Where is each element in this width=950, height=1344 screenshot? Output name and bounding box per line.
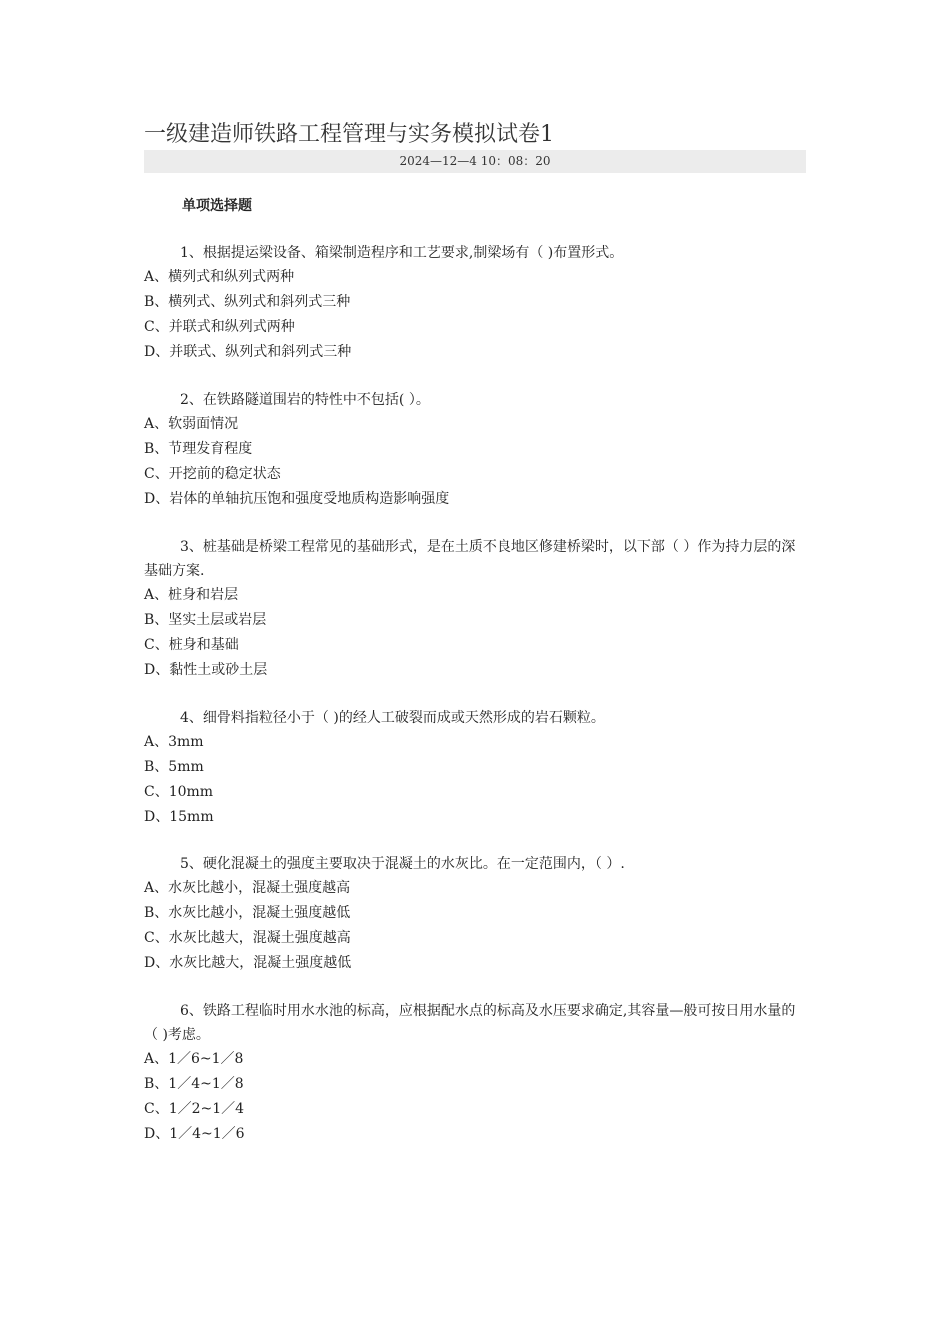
question-6 — [144, 999, 806, 1147]
timestamp: 2024—12—4 10：08：20 — [399, 154, 551, 168]
question-text: 5、硬化混凝土的强度主要取决于混凝土的水灰比。在一定范围内，（ ）. — [180, 856, 625, 872]
option-d: D、黏性土或砂土层 — [144, 662, 268, 678]
option-a: A、3mm — [144, 734, 204, 750]
question-4 — [144, 706, 806, 830]
option-a: A、桩身和岩层 — [144, 587, 239, 603]
section-title: 单项选择题 — [182, 198, 252, 214]
option-b: B、横列式、纵列式和斜列式三种 — [144, 294, 351, 310]
question-3 — [144, 535, 806, 683]
question-2 — [144, 388, 806, 512]
option-b: B、水灰比越小，混凝土强度越低 — [144, 905, 351, 921]
option-d: D、15mm — [144, 809, 214, 825]
option-c: C、并联式和纵列式两种 — [144, 319, 295, 335]
option-c: C、水灰比越大，混凝土强度越高 — [144, 930, 351, 946]
option-a: A、1／6~1／8 — [144, 1051, 244, 1067]
option-d: D、1／4~1／6 — [144, 1126, 245, 1142]
option-a: A、横列式和纵列式两种 — [144, 269, 295, 285]
question-text: 3、桩基础是桥梁工程常见的基础形式，是在土质不良地区修建桥梁时，以下部（ ）作为持力层的深基础方案. — [144, 539, 796, 579]
option-c: C、桩身和基础 — [144, 637, 239, 653]
option-c: C、10mm — [144, 784, 214, 800]
option-b: B、1／4~1／8 — [144, 1076, 244, 1092]
question-text: 1、根据提运梁设备、箱梁制造程序和工艺要求,制梁场有（ )布置形式。 — [180, 245, 624, 261]
option-c: C、开挖前的稳定状态 — [144, 466, 281, 482]
question-text: 4、细骨料指粒径小于（ )的经人工破裂而成或天然形成的岩石颗粒。 — [180, 710, 605, 726]
option-b: B、5mm — [144, 759, 204, 775]
question-1 — [144, 241, 806, 365]
option-a: A、软弱面情况 — [144, 416, 239, 432]
date-bar — [144, 150, 806, 173]
option-d: D、并联式、纵列式和斜列式三种 — [144, 344, 352, 360]
option-d: D、岩体的单轴抗压饱和强度受地质构造影响强度 — [144, 491, 450, 507]
question-text: 6、铁路工程临时用水水池的标高，应根据配水点的标高及水压要求确定,其容量—般可按日用水量的（ )考虑。 — [144, 1003, 796, 1043]
option-a: A、水灰比越小，混凝土强度越高 — [144, 880, 351, 896]
option-c: C、1／2~1／4 — [144, 1101, 245, 1117]
option-d: D、水灰比越大，混凝土强度越低 — [144, 955, 352, 971]
page-title: 一级建造师铁路工程管理与实务模拟试卷1 — [144, 122, 554, 147]
question-5 — [144, 852, 806, 976]
option-b: B、坚实土层或岩层 — [144, 612, 267, 628]
option-b: B、节理发育程度 — [144, 441, 253, 457]
question-text: 2、在铁路隧道围岩的特性中不包括( ）。 — [180, 392, 430, 408]
